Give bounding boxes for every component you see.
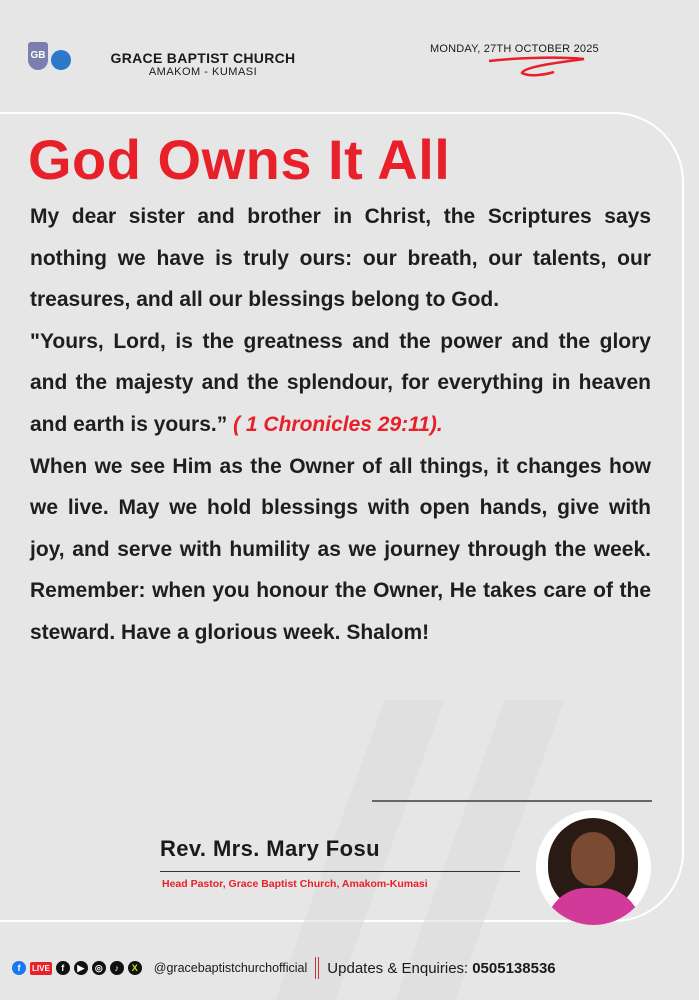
scripture-paragraph	[30, 321, 651, 446]
scripture-quote: "Yours, Lord, is the greatness and the power and the glory and the majesty and the splendour, for everything in heaven and earth is yours.”	[30, 329, 651, 436]
page-title: God Owns It All	[28, 128, 451, 191]
church-header	[92, 50, 314, 78]
message-body	[30, 196, 651, 654]
pastor-role: Head Pastor, Grace Baptist Church, Amakom-Kumasi	[162, 878, 428, 890]
paragraph: My dear sister and brother in Christ, the Scriptures says nothing we have is truly ours: our breath, our talents, our treasures, and all our blessings belong to God.	[30, 205, 651, 312]
dove-globe-icon	[51, 50, 71, 70]
closing-word: Shalom!	[346, 620, 430, 644]
separator	[315, 957, 319, 979]
divider	[372, 800, 652, 802]
pastor-photo	[536, 810, 651, 925]
footer	[12, 957, 556, 979]
shield-icon: GB	[28, 42, 48, 70]
instagram-icon[interactable]: ◎	[92, 961, 106, 975]
phone-number[interactable]: 0505138536	[472, 959, 556, 977]
tiktok-icon[interactable]: ♪	[110, 961, 124, 975]
live-badge[interactable]: LIVE	[32, 963, 50, 973]
red-swoosh-decoration	[484, 55, 594, 79]
scripture-reference: ( 1 Chronicles 29:11).	[233, 412, 443, 436]
church-logo	[28, 42, 71, 70]
divider	[160, 871, 520, 872]
date-label: MONDAY, 27TH OCTOBER 2025	[430, 43, 599, 55]
x-icon[interactable]: X	[128, 961, 142, 975]
paragraph	[30, 446, 651, 654]
church-location: AMAKOM - KUMASI	[148, 66, 258, 78]
pastor-name: Rev. Mrs. Mary Fosu	[160, 836, 380, 861]
facebook-icon[interactable]: f	[56, 961, 70, 975]
paragraph-text: When we see Him as the Owner of all things, it changes how we live. May we hold blessings with open hands, give with joy, and serve with humility as we journey through the week. Remember: when you honour the Owner, He takes care of the steward. Have a glorious week.	[30, 454, 651, 644]
facebook-icon[interactable]: f	[12, 961, 26, 975]
updates-label: Updates & Enquiries:	[327, 959, 469, 977]
church-name: GRACE BAPTIST CHURCH	[110, 50, 296, 66]
social-handle[interactable]: @gracebaptistchurchofficial	[153, 961, 308, 975]
youtube-icon[interactable]: ▶	[74, 961, 88, 975]
